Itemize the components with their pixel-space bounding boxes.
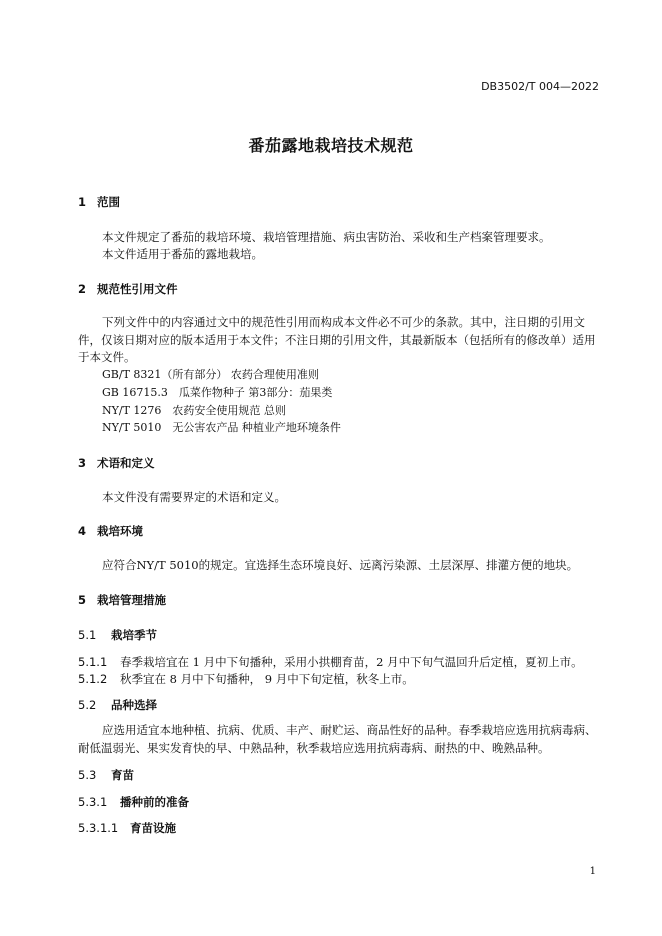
paragraph-block: [78, 722, 600, 757]
clause-5-1-2: [78, 671, 414, 687]
reference-item: NY/T 1276 农药安全使用规范 总则: [102, 404, 286, 417]
reference-item: GB 16715.3 瓜菜作物种子 第3部分：茄果类: [102, 386, 333, 399]
paragraph: 本文件适用于番茄的露地栽培。: [102, 247, 263, 261]
page-number: 1: [589, 866, 596, 877]
paragraph-block: [78, 314, 600, 367]
subsection-5-3-1-heading: [78, 794, 189, 810]
subsection-5-2-heading: [78, 697, 157, 713]
subsection-title: 栽培季节: [111, 628, 157, 642]
section-number: 5: [78, 593, 87, 607]
clause-5-1-1: [78, 654, 583, 670]
clause-number: 5.1.2: [78, 672, 108, 686]
section-number: 1: [78, 195, 87, 209]
section-title: 术语和定义: [97, 456, 155, 470]
paragraph: 本文件规定了番茄的栽培环境、栽培管理措施、病虫害防治、采收和生产档案管理要求。: [102, 230, 551, 244]
subsection-title: 播种前的准备: [120, 795, 189, 809]
section-number: 4: [78, 524, 87, 538]
subsection-title: 育苗设施: [130, 821, 176, 835]
section-5-heading: [78, 592, 166, 608]
paragraph: 下列文件中的内容通过文中的规范性引用而构成本文件必不可少的条款。其中，注日期的引用文件，仅该日期对应的版本适用于本文件；不注日期的引用文件，其最新版本（包括所有的修改单）适用于本文件。: [78, 315, 596, 364]
section-title: 范围: [97, 195, 120, 209]
subsection-number: 5.3.1: [78, 795, 108, 809]
section-4-heading: [78, 523, 143, 539]
subsection-title: 育苗: [111, 768, 134, 782]
subsection-5-3-heading: [78, 767, 134, 783]
paragraph: 应选用适宜本地种植、抗病、优质、丰产、耐贮运、商品性好的品种。春季栽培应选用抗病毒病、耐低温弱光、果实发育快的早、中熟品种，秋季栽培应选用抗病毒病、耐热的中、晚熟品种。: [78, 723, 597, 755]
standard-code: DB3502/T 004—2022: [481, 80, 599, 93]
subsection-title: 品种选择: [111, 698, 157, 712]
subsection-number: 5.3.1.1: [78, 821, 119, 835]
subsection-5-1-heading: [78, 627, 157, 643]
section-3-heading: [78, 455, 155, 471]
subsection-number: 5.3: [78, 768, 97, 782]
section-title: 规范性引用文件: [97, 282, 178, 296]
document-title: 番茄露地栽培技术规范: [248, 136, 414, 155]
reference-item: GB/T 8321（所有部分） 农药合理使用准则: [102, 368, 319, 381]
reference-item: NY/T 5010 无公害农产品 种植业产地环境条件: [102, 421, 341, 434]
section-2-heading: [78, 281, 178, 297]
section-title: 栽培管理措施: [97, 593, 166, 607]
section-title: 栽培环境: [97, 524, 143, 538]
section-number: 3: [78, 456, 87, 470]
section-1-heading: [78, 194, 120, 210]
clause-text: 秋季宜在 8 月中下旬播种， 9 月中下旬定植，秋冬上市。: [120, 672, 414, 686]
paragraph: 本文件没有需要界定的术语和定义。: [102, 490, 286, 504]
clause-number: 5.1.1: [78, 655, 108, 669]
clause-text: 春季栽培宜在 1 月中下旬播种，采用小拱棚育苗，2 月中下旬气温回升后定植，夏初上市。: [120, 655, 583, 669]
subsection-number: 5.2: [78, 698, 97, 712]
subsection-number: 5.1: [78, 628, 97, 642]
section-number: 2: [78, 282, 87, 296]
subsection-5-3-1-1-heading: [78, 820, 176, 836]
paragraph: 应符合NY/T 5010的规定。宜选择生态环境良好、远离污染源、土层深厚、排灌方便的地块。: [102, 558, 579, 572]
